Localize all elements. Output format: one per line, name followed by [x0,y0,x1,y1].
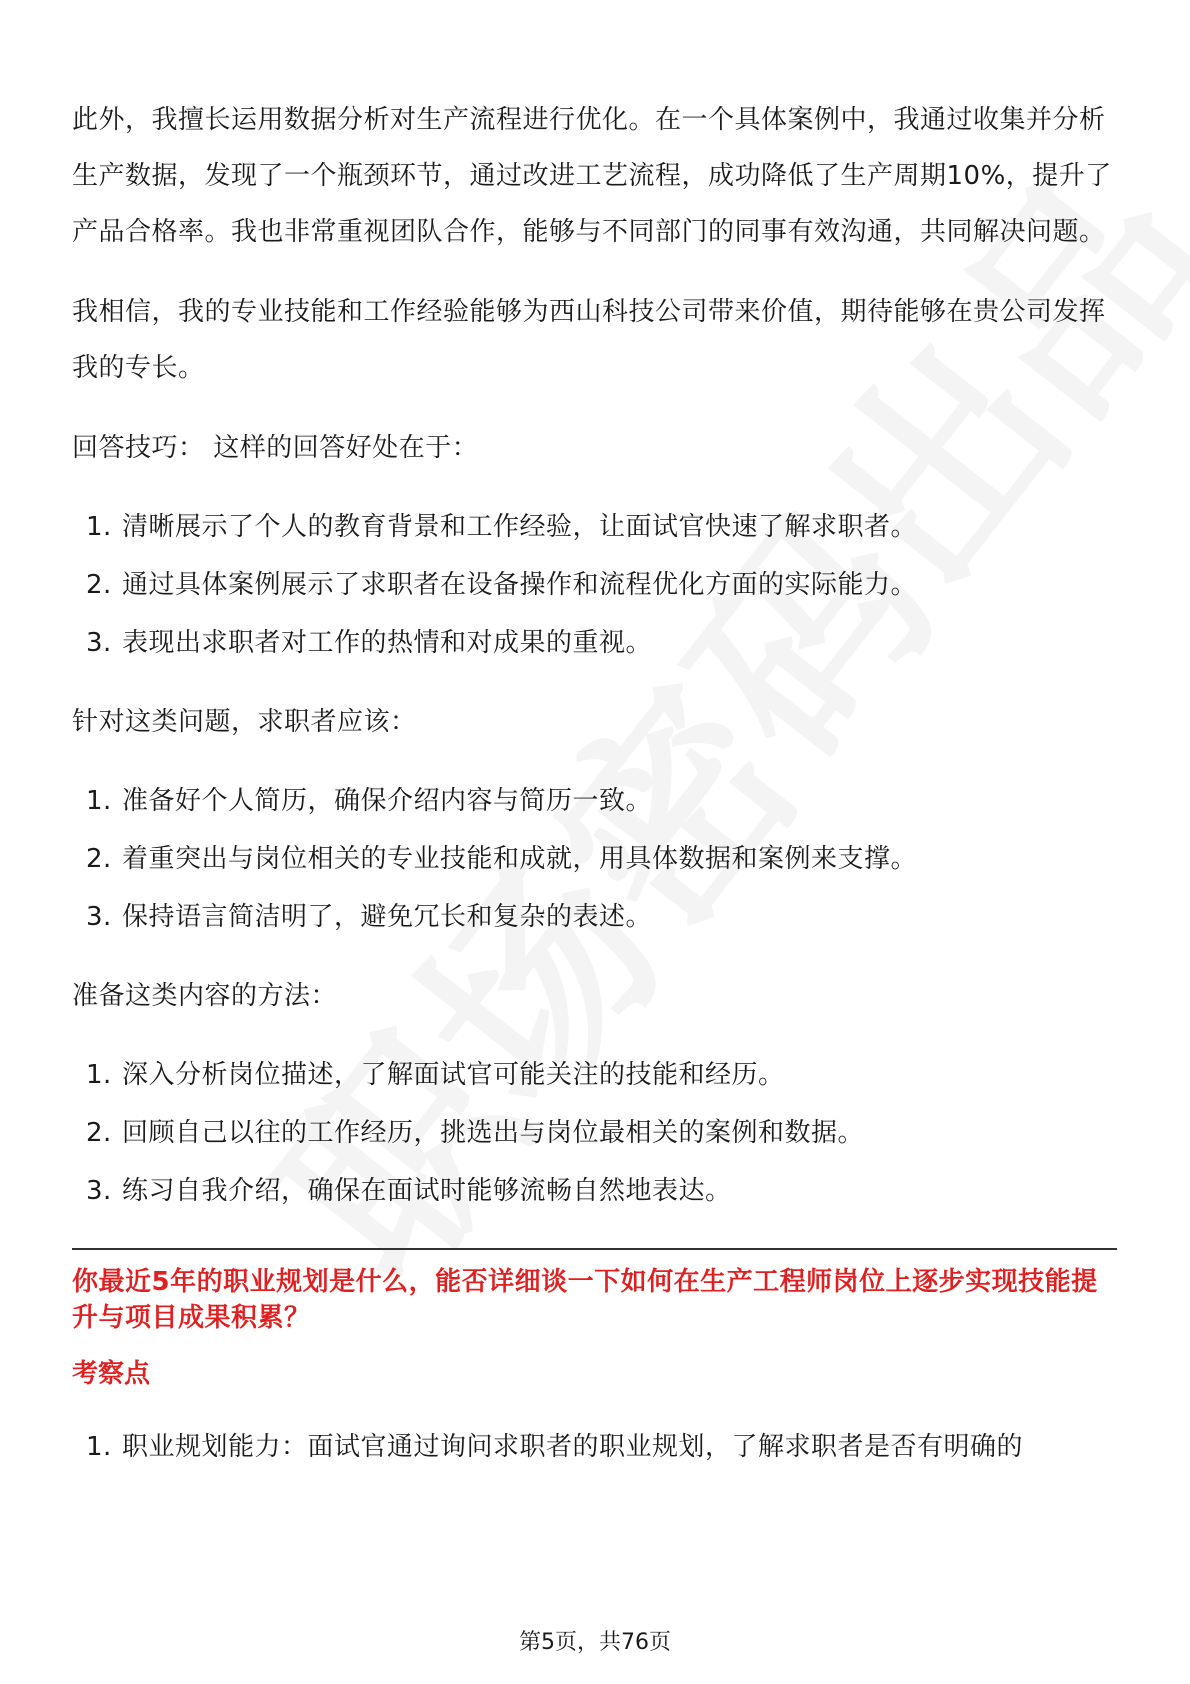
question-title: 你最近5年的职业规划是什么，能否详细谈一下如何在生产工程师岗位上逐步实现技能提升与项目成果积累？ [72,1267,1098,1333]
section-divider [72,1248,1117,1250]
list-number: 3. [86,902,112,932]
list-item [72,1046,1117,1104]
list-item [72,1162,1117,1220]
list-item-text: 表现出求职者对工作的热情和对成果的重视。 [122,628,653,658]
should-heading: 针对这类问题，求职者应该： [72,707,417,737]
list-item-text: 练习自我介绍，确保在面试时能够流畅自然地表达。 [122,1176,732,1206]
list-item-text: 通过具体案例展示了求职者在设备操作和流程优化方面的实际能力。 [122,570,918,600]
list-item-text: 职业规划能力：面试官通过询问求职者的职业规划，了解求职者是否有明确的 [122,1432,1024,1462]
list-number: 1. [86,786,112,816]
list-number: 3. [86,1176,112,1206]
list-item [72,830,1117,888]
paragraph-achievements: 此外，我擅长运用数据分析对生产流程进行优化。在一个具体案例中，我通过收集并分析生产数据，发现了一个瓶颈环节，通过改进工艺流程，成功降低了生产周期10%，提升了产品合格率。我也非常重视团队合作，能够与不同部门的同事有效沟通，共同解决问题。 [72,105,1112,247]
list-number: 2. [86,570,112,600]
method-list [72,1046,1117,1220]
list-item-text: 保持语言简洁明了，避免冗长和复杂的表述。 [122,902,653,932]
list-number: 2. [86,844,112,874]
list-item-text: 深入分析岗位描述，了解面试官可能关注的技能和经历。 [122,1060,785,1090]
tips-heading: 回答技巧： 这样的回答好处在于： [72,433,479,463]
list-item-text: 准备好个人简历，确保介绍内容与简历一致。 [122,786,653,816]
list-item [72,556,1117,614]
list-item [72,1418,1117,1476]
list-item-text: 清晰展示了个人的教育背景和工作经验，让面试官快速了解求职者。 [122,512,918,542]
page-footer: 第5页，共76页 [519,1630,671,1655]
list-number: 1. [86,1432,112,1462]
list-item [72,1104,1117,1162]
list-item [72,614,1117,672]
should-list [72,772,1117,946]
examination-points-label: 考察点 [72,1359,151,1389]
paragraph-closing: 我相信，我的专业技能和工作经验能够为西山科技公司带来价值，期待能够在贵公司发挥我的专长。 [72,297,1106,383]
list-number: 1. [86,512,112,542]
list-item [72,498,1117,556]
list-item [72,888,1117,946]
examination-points-list [72,1418,1117,1476]
list-item [72,772,1117,830]
list-number: 3. [86,628,112,658]
list-item-text: 回顾自己以往的工作经历，挑选出与岗位最相关的案例和数据。 [122,1118,865,1148]
method-heading: 准备这类内容的方法： [72,981,338,1011]
document-page [72,92,1117,1498]
list-number: 2. [86,1118,112,1148]
list-number: 1. [86,1060,112,1090]
list-item-text: 着重突出与岗位相关的专业技能和成就，用具体数据和案例来支撑。 [122,844,918,874]
tips-list [72,498,1117,672]
